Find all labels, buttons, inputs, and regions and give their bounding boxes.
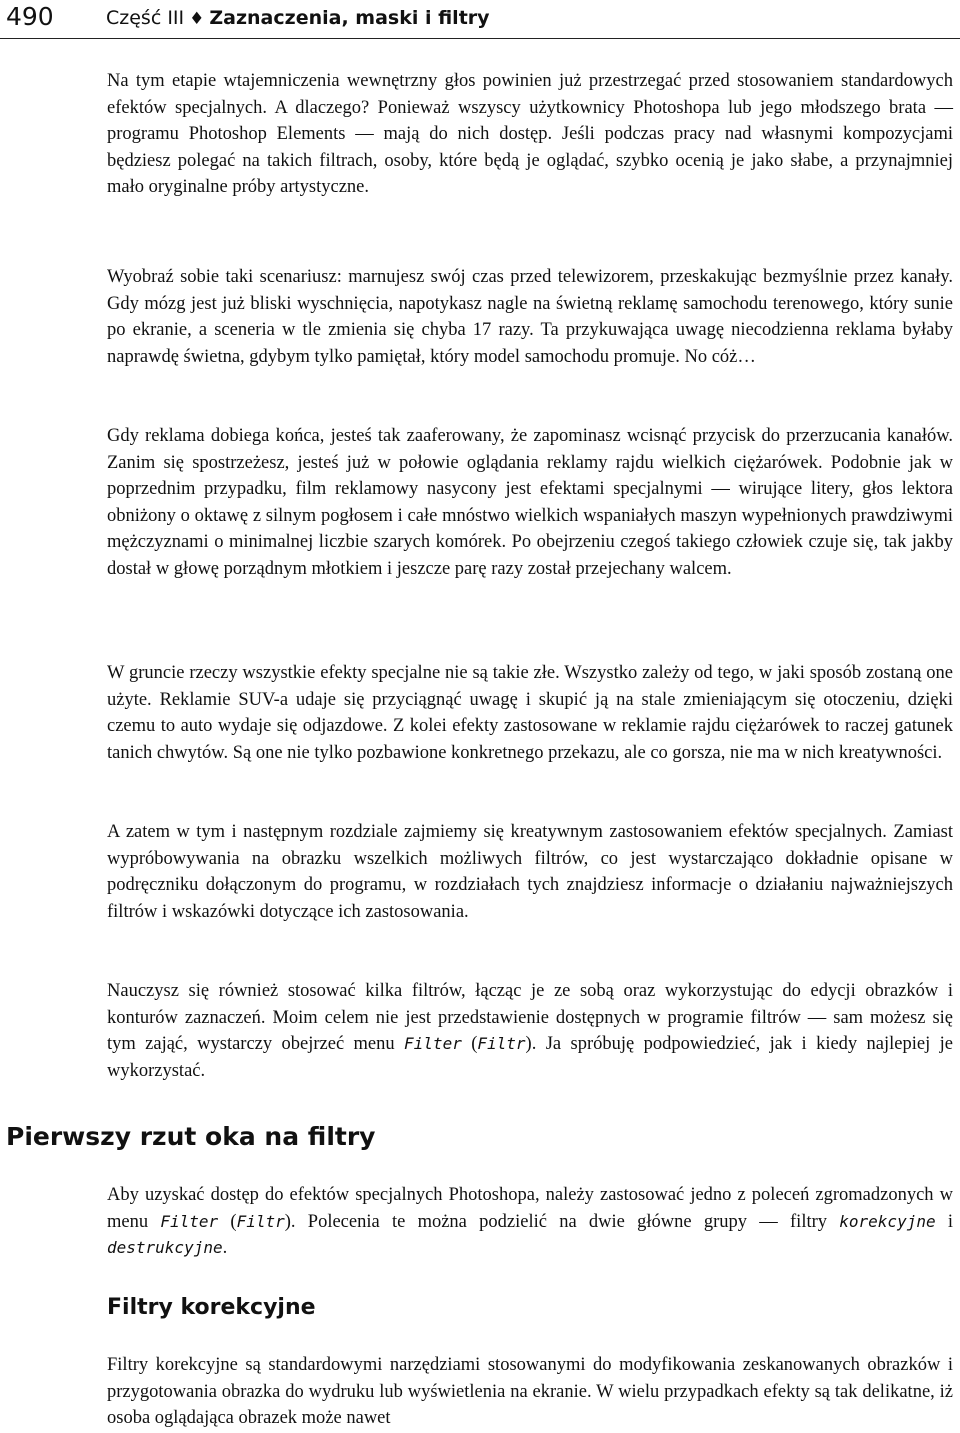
- menu-name-filtr: Filtr: [477, 1034, 526, 1053]
- running-header: [0, 0, 960, 39]
- subsection-heading: Filtry korekcyjne: [107, 1295, 316, 1320]
- paragraph-7-text: Aby uzyskać dostęp do efektów specjalnych Photoshopa, należy zastosować jedno z poleceń zgromadzonych w menu: [107, 1185, 953, 1232]
- chapter-title: Zaznaczenia, maski i filtry: [209, 7, 490, 29]
- conjunction: i: [935, 1211, 953, 1232]
- paragraph-1: Na tym etapie wtajemniczenia wewnętrzny głos powinien już przestrzegać przed stosowaniem standardowych efektów specjalnych. A dlaczego? Ponieważ wszyscy użytkownicy Photoshopa lub jego młodszego brata — programu Photoshop Elements — mają do nich dostęp. Jeśli podczas pracy nad własnymi kompozycjami będziesz polegać na takich filtrach, osoby, które będą je oglądać, szybko ocenią je jako słabe, a przynajmniej mało oryginalne próby artystyczne.: [107, 71, 953, 197]
- section-heading: Pierwszy rzut oka na filtry: [6, 1122, 376, 1151]
- paragraph-7-middle: ). Polecenia te można podzielić na dwie główne grupy — filtry: [284, 1211, 840, 1232]
- term-destructive: destrukcyjne: [107, 1238, 223, 1257]
- diamond-icon: ♦: [189, 9, 205, 29]
- paragraph-2: Wyobraź sobie taki scenariusz: marnujesz swój czas przed telewizorem, przeskakując bezmyślnie przez kanały. Gdy mózg jest już bliski wyschnięcia, napotykasz nagle na świetną reklamę samochodu terenowego, który sunie po ekranie, a sceneria w tle zmienia się chyba 17 razy. Ta przykuwająca uwagę niecodzienna reklama byłaby naprawdę świetna, gdybym tylko pamiętał, który model samochodu promuje. No cóż…: [107, 267, 953, 367]
- part-label: Część III: [106, 7, 185, 29]
- paragraph-7-end: .: [222, 1238, 228, 1258]
- paragraph-7: [107, 1182, 953, 1262]
- paragraph-5: A zatem w tym i następnym rozdziale zajmiemy się kreatywnym zastosowaniem efektów specjalnych. Zamiast wypróbowywania na obrazku wszelkich możliwych filtrów, co jest wystarczająco dokładnie opisane w podręczniku dołączonym do programu, w rozdziałach tych znajdziesz informacje o działaniu najważniejszych filtrów i wskazówki dotyczące ich zastosowania.: [107, 822, 953, 922]
- paragraph-4: W gruncie rzeczy wszystkie efekty specjalne nie są takie złe. Wszystko zależy od tego, w jaki sposób zostaną one użyte. Reklamie SUV-a udaje się przyciągnąć uwagę i skupić ją na stale zmieniającym się otoczeniu, dzięki czemu to auto wydaje się odjazdowe. Z kolei efekty zastosowane w reklamie rajdu ciężarówek to raczej gatunek tanich chwytów. Są one nie tylko pozbawione konkretnego przekazu, ale co gorsza, nie ma w nich kreatywności.: [107, 663, 953, 763]
- paragraph-6: [107, 978, 953, 1084]
- term-corrective: korekcyjne: [839, 1211, 936, 1231]
- paragraph-3: Gdy reklama dobiega końca, jesteś tak zaaferowany, że zapominasz wcisnąć przycisk do przerzucania kanałów. Zanim się spostrzeżesz, jesteś już w połowie oglądania reklamy rajdu wielkich ciężarówek. Podobnie jak w poprzednim przypadku, film reklamowy nasycony jest efektami specjalnymi — wirujące litery, głos lektora obniżony o oktawę z silnym pogłosem i całe mnóstwo wielkich wspaniałych maszyn wypełnionych prawdziwymi mężczyznami o minimalnej liczbie szarych komórek. Po obejrzeniu czegoś takiego człowiek czuje się, tak jakby dostał w głowę porządnym młotkiem i jeszcze parę razy został przejechany walcem.: [107, 426, 953, 579]
- menu-name-filtr: Filtr: [236, 1211, 285, 1231]
- page-number: 490: [6, 2, 54, 31]
- paragraph-8: Filtry korekcyjne są standardowymi narzędziami stosowanymi do modyfikowania zeskanowanych obrazków i przygotowania obrazka do wydruku lub wyświetlenia na ekranie. W wielu przypadkach efekty są tak delikatne, iż osoba oglądająca obrazek może nawet: [107, 1355, 953, 1428]
- paragraph-6-text: Nauczysz się również stosować kilka filtrów, łącząc je ze sobą oraz wykorzystując do edycji obrazków i konturów zaznaczeń. Moim celem nie jest przedstawienie dostępnych w programie filtrów — sam możesz się tym zająć, wystarczy obejrzeć menu: [107, 981, 953, 1054]
- menu-name-filter: Filter: [160, 1211, 219, 1231]
- menu-name-filter: Filter: [404, 1034, 462, 1053]
- paren-open: (: [461, 1034, 478, 1054]
- paragraph-6-end: ). Ja spróbuję podpowiedzieć, jak i kiedy najlepiej je wykorzystać.: [107, 1034, 953, 1081]
- section-label: [106, 6, 490, 31]
- paren-open: (: [218, 1211, 237, 1232]
